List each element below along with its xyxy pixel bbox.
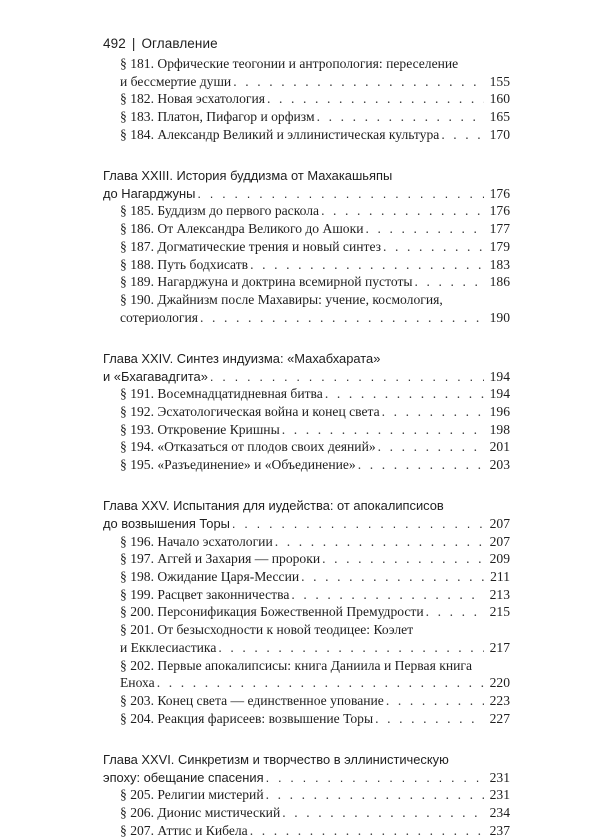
entry-title-line: § 198. Ожидание Царя-Мессии	[120, 569, 300, 585]
dot-leader	[325, 385, 484, 403]
entry-title-line: § 201. От безысходности к новой теодицее: Коэлет	[120, 622, 414, 638]
entry-title-line: § 190. Джайнизм после Махавиры: учение, космология,	[120, 291, 443, 307]
entry-page-number: 201	[489, 439, 510, 455]
entry-title-line: § 203. Конец света — единственное упование	[120, 693, 384, 708]
dot-leader	[266, 769, 484, 787]
dot-leader	[291, 586, 484, 604]
entry-page-number: 170	[489, 126, 510, 142]
entry-title-line: § 197. Аггей и Захария — пророки	[120, 551, 321, 567]
dot-leader	[200, 309, 484, 327]
entry-last-line	[120, 674, 510, 692]
entry-page-number: 231	[489, 787, 510, 803]
entry-last-line	[120, 73, 510, 91]
entry-title-line: § 193. Откровение Кришны	[120, 421, 280, 437]
dot-leader	[383, 238, 484, 256]
toc-section-entry	[103, 586, 510, 604]
entry-title-line: § 184. Александр Великий и эллинистическая культура	[120, 126, 440, 142]
toc-section-entry	[103, 804, 510, 822]
entry-page-number: 179	[489, 238, 510, 254]
entry-page-number: 155	[489, 73, 510, 89]
entry-last-line	[120, 273, 510, 291]
toc-section-entry	[103, 385, 510, 403]
dot-leader	[386, 692, 484, 710]
toc-section-entry	[103, 692, 510, 710]
entry-title-line: и Екклесиастика	[120, 639, 217, 655]
entry-last-line	[120, 804, 510, 822]
dot-leader	[322, 550, 484, 568]
entry-title-line: § 186. От Александра Великого до Ашоки	[120, 221, 364, 237]
toc-section-entry	[103, 657, 510, 692]
toc-section	[103, 350, 510, 474]
entry-title-line: § 196. Начало эсхатологии	[120, 533, 273, 549]
dot-leader	[426, 603, 484, 621]
dot-leader	[250, 822, 484, 839]
entry-title-line: Еноха	[120, 675, 155, 691]
dot-leader	[375, 710, 484, 728]
entry-page-number: 234	[489, 805, 510, 821]
toc-section-entry	[103, 786, 510, 804]
toc-section-entry	[103, 550, 510, 568]
entry-last-line	[103, 368, 510, 386]
entry-title-line: и бессмертие души	[120, 73, 232, 89]
entry-last-line	[120, 550, 510, 568]
entry-page-number: 190	[489, 309, 510, 325]
entry-title-line: сотериология	[120, 309, 198, 325]
entry-last-line	[120, 456, 510, 474]
dot-leader	[233, 73, 484, 91]
entry-last-line	[120, 309, 510, 327]
entry-title-line: Глава XXVI. Синкретизм и творчество в эллинистическую	[103, 751, 449, 767]
toc-section-entry	[103, 202, 510, 220]
entry-last-line	[120, 421, 510, 439]
entry-last-line	[120, 692, 510, 710]
entry-title-line: § 185. Буддизм до первого раскола	[120, 203, 320, 219]
entry-last-line	[120, 220, 510, 238]
entry-page-number: 186	[489, 274, 510, 290]
entry-page-number: 217	[489, 639, 510, 655]
entry-title-line: § 204. Реакция фарисеев: возвышение Торы	[120, 710, 374, 726]
entry-title-line: § 206. Дионис мистический	[120, 805, 281, 821]
entry-title-line: § 202. Первые апокалипсисы: книга Даниила и Первая книга	[120, 657, 472, 673]
dot-leader	[250, 256, 484, 274]
entry-last-line	[120, 108, 510, 126]
entry-page-number: 194	[489, 386, 510, 402]
entry-last-line	[120, 403, 510, 421]
entry-last-line	[120, 786, 510, 804]
entry-page-number: 196	[489, 403, 510, 419]
page-number: 492	[103, 36, 126, 51]
dot-leader	[266, 786, 484, 804]
entry-last-line	[120, 639, 510, 657]
toc-section	[103, 55, 510, 144]
entry-page-number: 213	[489, 586, 510, 602]
entry-page-number: 223	[489, 693, 510, 708]
toc-section-entry	[103, 403, 510, 421]
toc-section	[103, 497, 510, 727]
dot-leader	[365, 220, 484, 238]
entry-last-line	[120, 603, 510, 621]
entry-last-line	[120, 238, 510, 256]
entry-last-line	[120, 710, 510, 728]
dot-leader	[197, 185, 484, 203]
toc-section-entry	[103, 273, 510, 291]
entry-title-line: § 200. Персонификация Божественной Премудрости	[120, 604, 424, 620]
entry-last-line	[120, 586, 510, 604]
toc-section	[103, 167, 510, 326]
entry-last-line	[120, 533, 510, 551]
toc-section-entry	[103, 90, 510, 108]
entry-page-number: 176	[489, 203, 510, 219]
dot-leader	[282, 804, 484, 822]
entry-last-line	[120, 438, 510, 456]
entry-page-number: 231	[489, 769, 510, 785]
entry-title-line: § 188. Путь бодхисатв	[120, 256, 249, 272]
toc-section-entry	[103, 710, 510, 728]
toc-section-entry	[103, 568, 510, 586]
dot-leader	[441, 126, 484, 144]
toc-section-entry	[103, 126, 510, 144]
toc-chapter-entry	[103, 751, 510, 786]
entry-page-number: 237	[489, 822, 510, 838]
entry-last-line	[103, 769, 510, 787]
entry-title-line: § 182. Новая эсхатология	[120, 91, 265, 107]
entry-last-line	[103, 515, 510, 533]
entry-title-line: § 199. Расцвет законничества	[120, 586, 290, 602]
toc-chapter-entry	[103, 167, 510, 202]
toc-section-entry	[103, 533, 510, 551]
entry-title-line: § 189. Нагарджуна и доктрина всемирной пустоты	[120, 274, 413, 290]
toc-section-entry	[103, 108, 510, 126]
toc-section	[103, 751, 510, 839]
header-title: Оглавление	[141, 36, 218, 51]
dot-leader	[210, 368, 484, 386]
entry-last-line	[120, 256, 510, 274]
toc-section-entry	[103, 220, 510, 238]
entry-title-line: § 192. Эсхатологическая война и конец света	[120, 403, 380, 419]
running-header	[103, 36, 218, 51]
toc-section-entry	[103, 456, 510, 474]
toc-section-entry	[103, 291, 510, 326]
entry-title-line: § 187. Догматические трения и новый синтез	[120, 238, 382, 254]
dot-leader	[275, 533, 484, 551]
toc-section-entry	[103, 621, 510, 656]
entry-last-line	[120, 90, 510, 108]
entry-title-line: § 205. Религии мистерий	[120, 787, 264, 803]
entry-page-number: 215	[489, 604, 510, 620]
entry-title-line: до возвышения Торы	[103, 515, 230, 531]
entry-page-number: 177	[489, 221, 510, 237]
entry-last-line	[120, 126, 510, 144]
entry-title-line: эпоху: обещание спасения	[103, 769, 264, 785]
entry-page-number: 165	[489, 109, 510, 125]
entry-title-line: § 207. Аттис и Кибела	[120, 822, 248, 838]
table-of-contents	[103, 55, 510, 839]
toc-section-entry	[103, 438, 510, 456]
entry-page-number: 203	[489, 457, 510, 473]
dot-leader	[317, 108, 484, 126]
entry-title-line: § 195. «Разъединение» и «Объединение»	[120, 457, 356, 473]
toc-section-entry	[103, 822, 510, 839]
entry-page-number: 198	[489, 421, 510, 437]
entry-title-line: и «Бхагавадгита»	[103, 368, 208, 384]
dot-leader	[232, 515, 484, 533]
toc-section-entry	[103, 256, 510, 274]
dot-leader	[358, 456, 484, 474]
toc-chapter-entry	[103, 350, 510, 385]
toc-section-entry	[103, 238, 510, 256]
entry-page-number: 160	[489, 91, 510, 107]
entry-last-line	[120, 202, 510, 220]
entry-page-number: 209	[489, 551, 510, 567]
dot-leader	[378, 438, 484, 456]
toc-chapter-entry	[103, 497, 510, 532]
entry-title-line: Глава XXV. Испытания для иудейства: от апокалипсисов	[103, 498, 444, 514]
toc-section-entry	[103, 421, 510, 439]
dot-leader	[218, 639, 484, 657]
entry-title-line: до Нагарджуны	[103, 185, 196, 201]
dot-leader	[301, 568, 484, 586]
entry-title-line: § 183. Платон, Пифагор и орфизм	[120, 109, 315, 125]
toc-section-entry	[103, 55, 510, 90]
entry-page-number: 211	[490, 569, 510, 585]
entry-last-line	[120, 385, 510, 403]
entry-page-number: 207	[489, 515, 510, 531]
entry-title-line: § 194. «Отказаться от плодов своих деяний»	[120, 439, 376, 455]
header-separator: |	[131, 36, 136, 51]
entry-title-line: Глава XXIII. История буддизма от Махакашьяпы	[103, 168, 393, 184]
entry-last-line	[103, 185, 510, 203]
entry-title-line: Глава XXIV. Синтез индуизма: «Махабхарата»	[103, 350, 381, 366]
entry-last-line	[120, 568, 510, 586]
entry-title-line: § 181. Орфические теогонии и антропология: переселение	[120, 56, 459, 71]
entry-page-number: 220	[489, 675, 510, 691]
entry-page-number: 194	[489, 368, 510, 384]
entry-title-line: § 191. Восемнадцатидневная битва	[120, 386, 323, 402]
dot-leader	[282, 421, 484, 439]
toc-section-entry	[103, 603, 510, 621]
dot-leader	[321, 202, 484, 220]
entry-page-number: 227	[489, 710, 510, 726]
dot-leader	[157, 674, 484, 692]
dot-leader	[415, 273, 484, 291]
dot-leader	[382, 403, 484, 421]
entry-page-number: 207	[489, 533, 510, 549]
entry-page-number: 176	[489, 185, 510, 201]
entry-page-number: 183	[489, 256, 510, 272]
entry-last-line	[120, 822, 510, 839]
dot-leader	[267, 90, 484, 108]
